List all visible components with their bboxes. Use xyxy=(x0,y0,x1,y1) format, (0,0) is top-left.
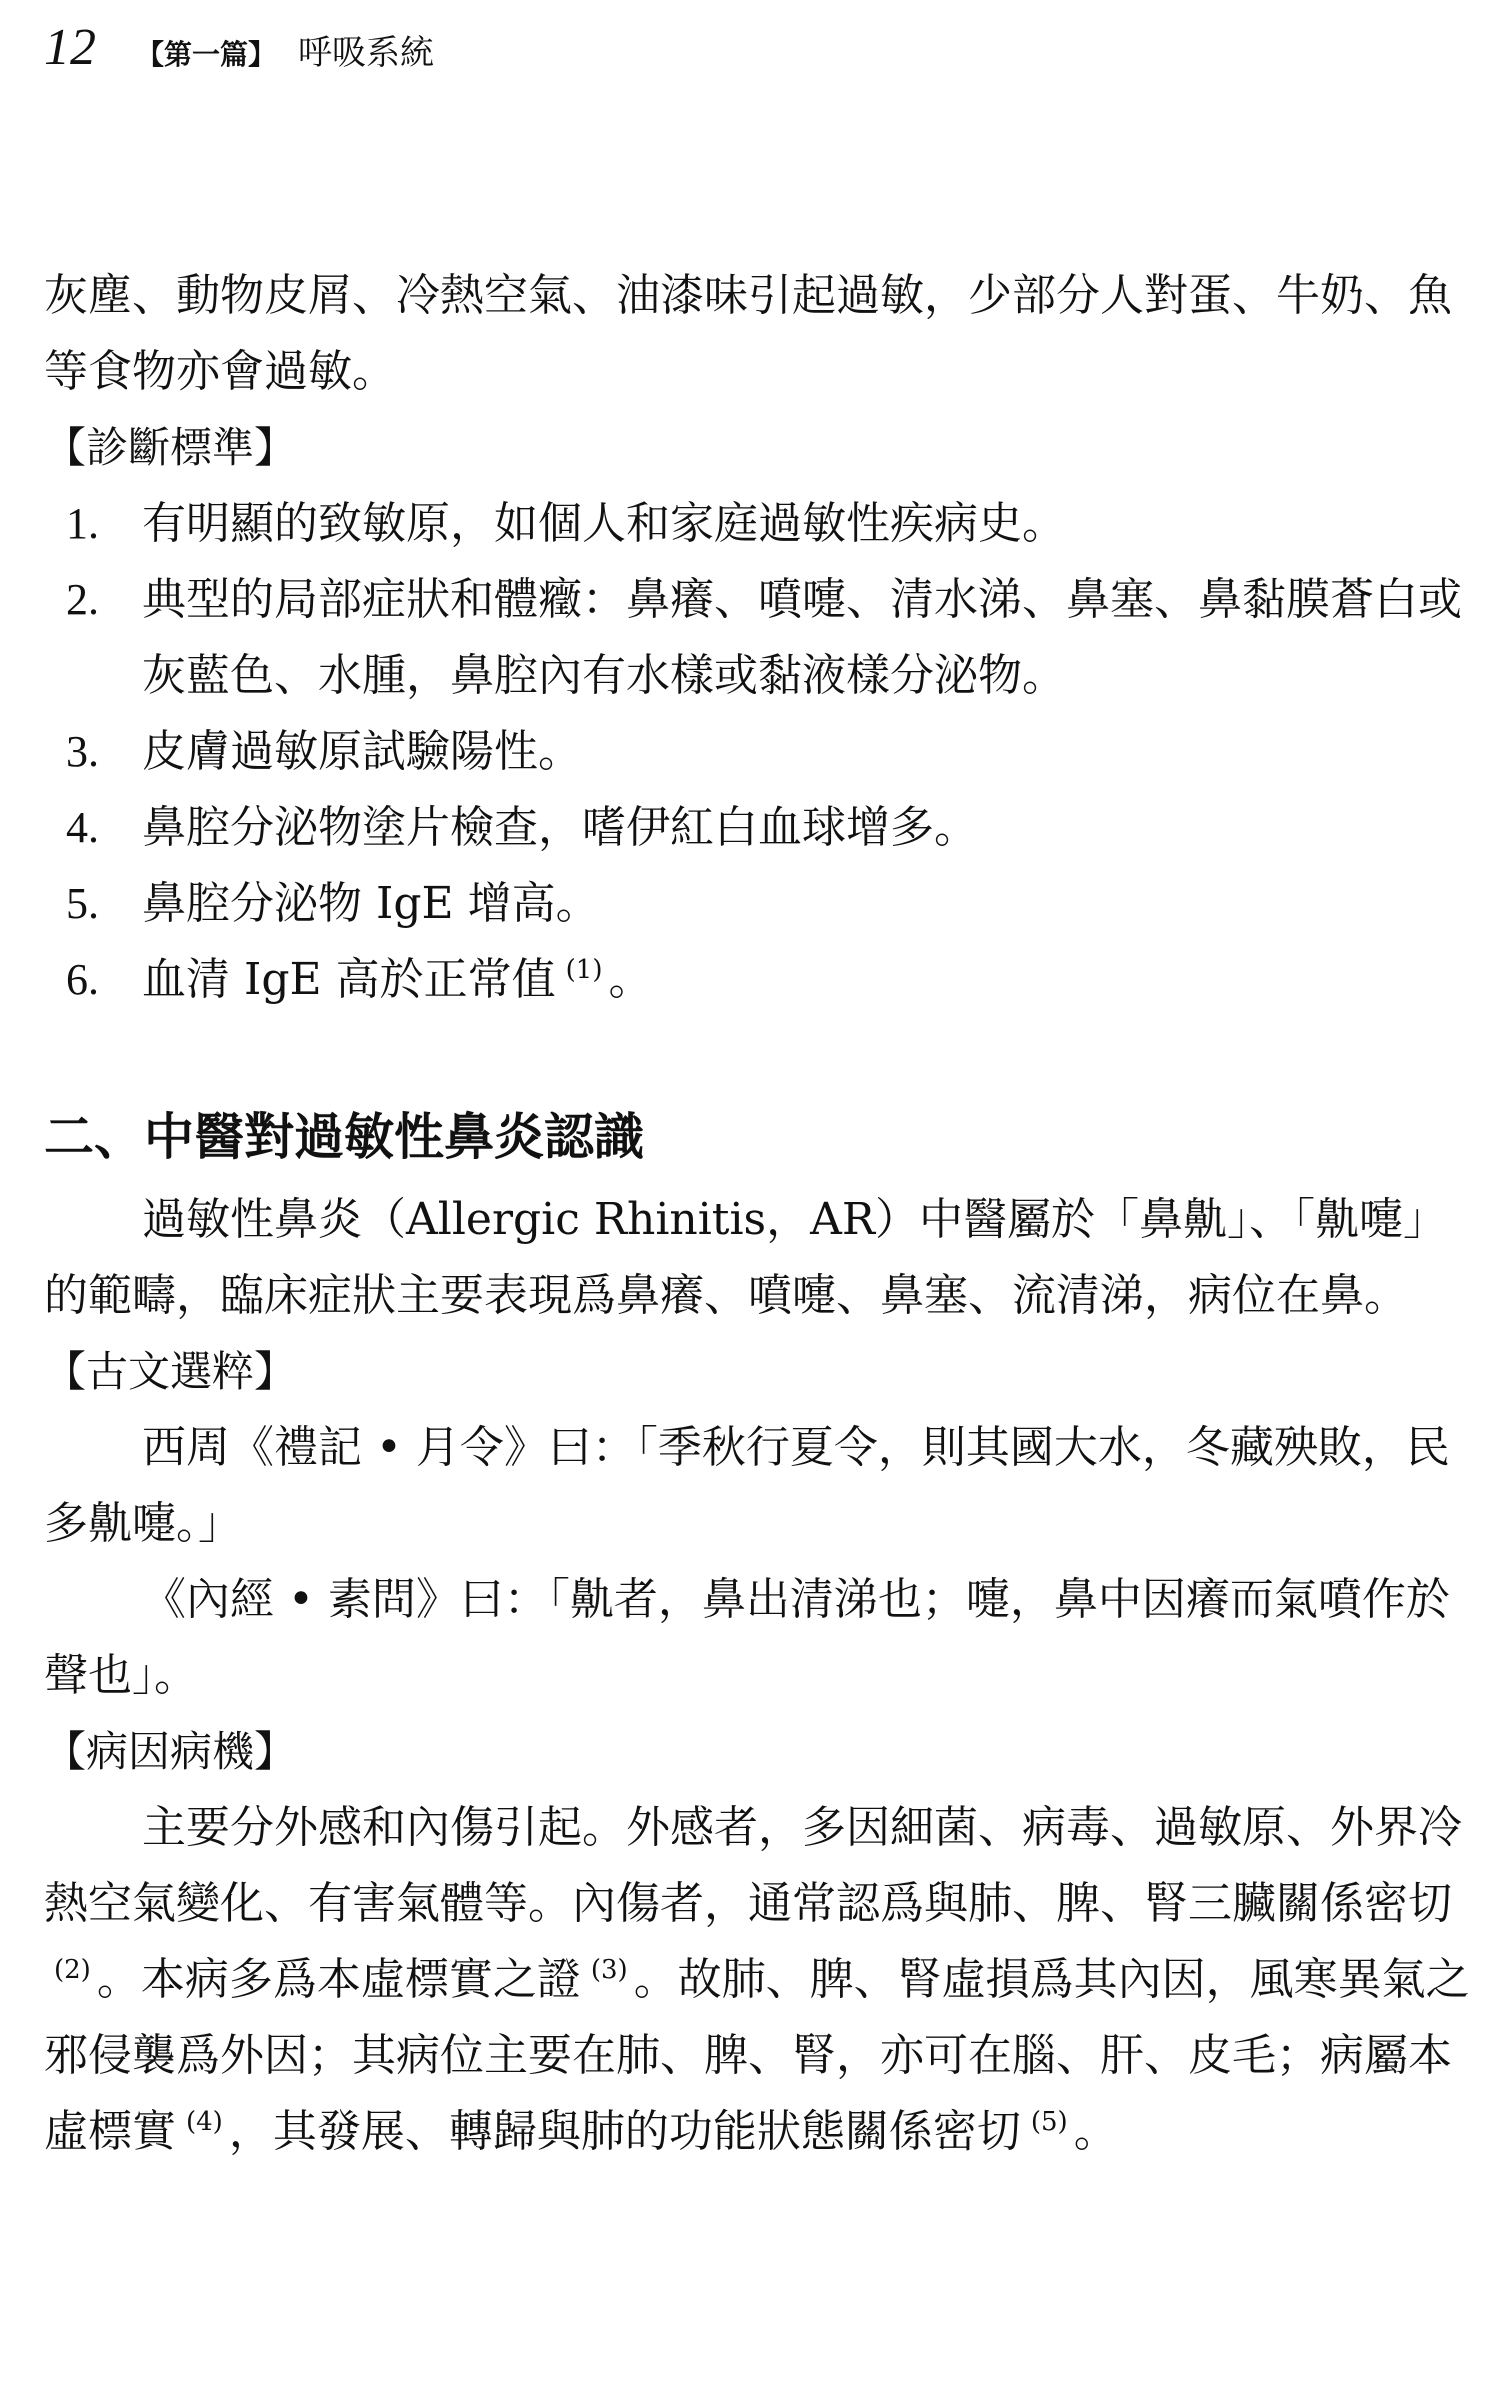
reference-marker: (1) xyxy=(565,955,603,985)
classic-quote: 西周《禮記 • 月令》曰：「季秋行夏令，則其國大水，冬藏殃敗，民多鼽嚏。」 xyxy=(44,1422,1450,1549)
classics-heading: 【古文選粹】 xyxy=(44,1347,297,1396)
diagnosis-list xyxy=(44,486,1474,1018)
diagnosis-heading: 【診斷標準】 xyxy=(44,423,297,472)
item-text: 鼻腔分泌物塗片檢查，嗜伊紅白血球增多。 xyxy=(142,802,978,853)
item-text-body: 血清 IgE 高於正常值 xyxy=(142,954,556,1005)
etiology-heading: 【病因病機】 xyxy=(44,1727,297,1776)
page-body xyxy=(44,258,1474,2170)
page-number: 12 xyxy=(44,19,96,76)
reference-marker: (5) xyxy=(1030,2107,1068,2137)
etiology-text: 。 xyxy=(1073,2106,1118,2157)
classic-quote: 《內經 • 素問》曰：「鼽者，鼻出清涕也；嚏，鼻中因癢而氣噴作於聲也」。 xyxy=(44,1574,1450,1701)
reference-marker: (3) xyxy=(590,1955,628,1985)
item-number: 5. xyxy=(66,879,99,928)
item-text-end: 。 xyxy=(608,954,653,1005)
etiology-text: 。故肺、脾、腎虛損爲其內因，風寒異氣之邪侵襲爲外因；其病位主要在肺、脾、腎，亦可在腦、肝、皮毛；病屬本虛標實 xyxy=(44,1954,1470,2157)
item-number: 1. xyxy=(66,499,99,548)
section-title: 二、中醫對過敏性鼻炎認識 xyxy=(44,1108,644,1166)
reference-marker: (4) xyxy=(186,2107,223,2137)
diagnosis-item xyxy=(44,942,1474,1018)
section-spacer xyxy=(44,1018,1474,1092)
section-paragraph: 過敏性鼻炎（Allergic Rhinitis，AR）中醫屬於「鼻鼽」、「鼽嚏」的範疇，臨床症狀主要表現爲鼻癢、噴嚏、鼻塞、流清涕，病位在鼻。 xyxy=(44,1194,1448,1321)
diagnosis-item xyxy=(44,486,1474,562)
page-header xyxy=(44,18,434,88)
chapter-title: 呼吸系統 xyxy=(298,33,435,73)
etiology-text: 。本病多爲本虛標實之證 xyxy=(96,1954,581,2005)
item-number: 3. xyxy=(66,727,99,776)
etiology-text: ，其發展、轉歸與肺的功能狀態關係密切 xyxy=(228,2106,1021,2157)
item-text xyxy=(142,942,1474,1018)
diagnosis-item xyxy=(44,866,1474,942)
item-number: 6. xyxy=(66,955,99,1004)
item-text: 有明顯的致敏原，如個人和家庭過敏性疾病史。 xyxy=(142,498,1066,549)
item-text: 典型的局部症狀和體癥：鼻癢、噴嚏、清水涕、鼻塞、鼻黏膜蒼白或灰藍色、水腫，鼻腔內有水樣或黏液樣分泌物。 xyxy=(142,574,1462,701)
item-number: 2. xyxy=(66,575,99,624)
item-text: 皮膚過敏原試驗陽性。 xyxy=(142,726,582,777)
etiology-paragraph xyxy=(44,1790,1474,2170)
part-label: 【第一篇】 xyxy=(136,38,277,71)
diagnosis-item xyxy=(44,790,1474,866)
diagnosis-item xyxy=(44,562,1474,714)
reference-marker: (2) xyxy=(54,1955,91,1985)
item-text: 鼻腔分泌物 IgE 增高。 xyxy=(142,878,600,929)
etiology-text: 主要分外感和內傷引起。外感者，多因細菌、病毒、過敏原、外界冷熱空氣變化、有害氣體等。內傷者，通常認爲與肺、脾、腎三臟關係密切 xyxy=(44,1802,1462,1929)
diagnosis-item xyxy=(44,714,1474,790)
item-number: 4. xyxy=(66,803,99,852)
intro-paragraph: 灰塵、動物皮屑、冷熱空氣、油漆味引起過敏，少部分人對蛋、牛奶、魚等食物亦會過敏。 xyxy=(44,270,1452,397)
